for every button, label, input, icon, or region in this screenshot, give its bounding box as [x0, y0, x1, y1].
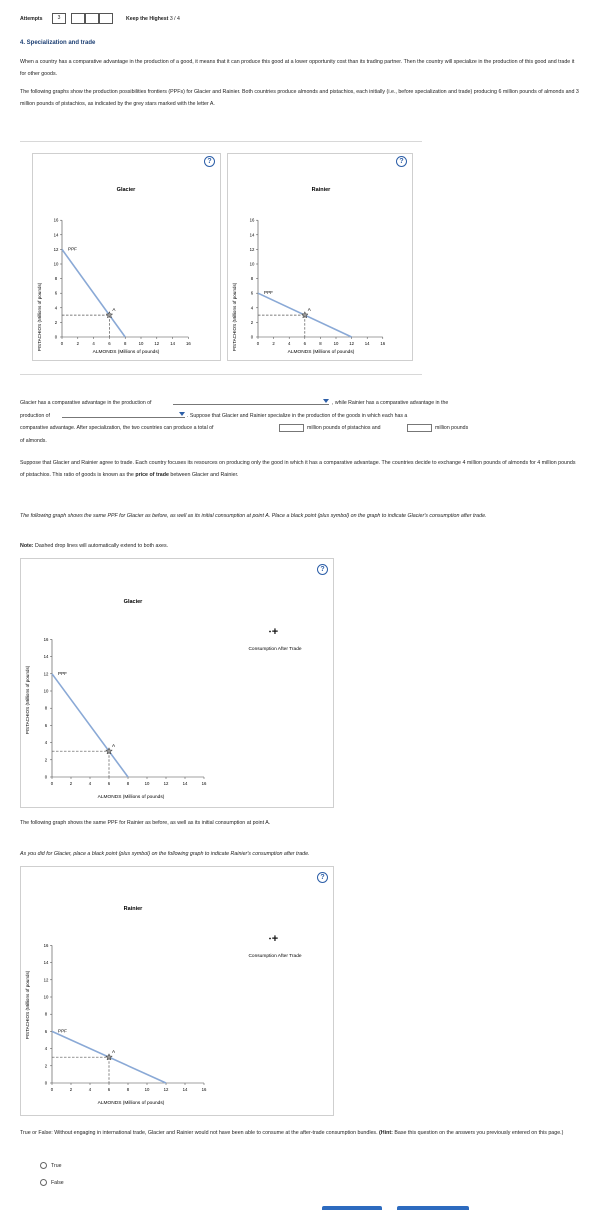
point-a-label: A [307, 307, 311, 313]
y-tick-label: 4 [44, 740, 48, 746]
y-tick-label: 6 [250, 290, 254, 296]
total-pistachios-input[interactable] [279, 424, 304, 432]
x-tick-label: 2 [69, 781, 73, 786]
total-almonds-input[interactable] [407, 424, 432, 432]
plot-area [250, 218, 386, 346]
x-tick-label: 0 [50, 1087, 54, 1092]
y-tick-label: 12 [43, 977, 49, 983]
x-tick-label: 8 [124, 341, 127, 346]
plus-point-icon[interactable]: + [271, 933, 279, 945]
x-tick-label: 4 [92, 341, 95, 346]
tf-question-text: True or False: Without engaging in international trade, Glacier and Rainier would not have been able to consume at the after-trade consumption bundles. [20, 1130, 378, 1136]
attempt-box-1: 3 [52, 13, 66, 24]
x-axis-label: ALMONDS (Millions of pounds) [92, 350, 160, 355]
keep-highest-value: 3 / 4 [169, 16, 180, 22]
x-tick-label: 4 [88, 781, 92, 786]
y-tick-label: 0 [250, 334, 254, 340]
y-tick-label: 4 [44, 1046, 48, 1052]
x-tick-label: 8 [126, 781, 130, 786]
plot-area [54, 218, 192, 346]
y-tick-label: 2 [44, 1063, 48, 1069]
x-tick-label: 12 [163, 1087, 169, 1092]
y-tick-label: 2 [250, 319, 254, 325]
y-axis-label: PISTACHIOS (Millions of pounds) [25, 665, 30, 735]
help-icon[interactable]: ? [204, 156, 215, 167]
chart-title: Rainier [123, 906, 143, 912]
glacier-instruction: The following graph shows the same PPF for Glacier as before, as well as its initial consumption at point A. Place a black point (plus symbol) on the graph to indicate Glacier's consumption after trade. [20, 513, 487, 519]
fill-text-3: production of [20, 412, 50, 419]
x-tick-label: 0 [50, 781, 54, 786]
intro-text: When a country has a comparative advantage in the production of a good, it means that it can produce this good at a lower opportunity cost than its trading partner. Then the country will specialize in the production of this good and trade it for other goods. [20, 59, 575, 77]
trade-text [20, 458, 580, 481]
chart-title: Glacier [116, 187, 136, 193]
keep-highest-text: Keep the Highest [126, 16, 169, 22]
dashed-lines-note [20, 541, 580, 553]
y-axis-label: PISTACHIOS (Millions of pounds) [25, 970, 30, 1040]
x-tick-label: 10 [144, 781, 150, 786]
x-axis-label: ALMONDS (Millions of pounds) [287, 350, 355, 355]
ppf-line [52, 674, 128, 777]
ppf-label: PPF [264, 290, 273, 296]
true-radio[interactable] [40, 1162, 47, 1169]
rainier-instruction: As you did for Glacier, place a black point (plus symbol) on the following graph to indicate Rainier's consumption after trade. [20, 851, 310, 857]
y-tick-label: 2 [44, 757, 48, 763]
question-title: 4. Specialization and trade [20, 40, 96, 46]
y-tick-label: 0 [54, 334, 58, 340]
rainier-consumption-panel[interactable] [20, 866, 334, 1116]
y-tick-label: 12 [53, 246, 59, 252]
x-tick-label: 6 [107, 1087, 111, 1092]
x-tick-label: 14 [182, 1087, 188, 1092]
x-tick-label: 4 [288, 341, 291, 346]
y-tick-label: 8 [44, 1011, 48, 1017]
ppf-label: PPF [68, 246, 77, 252]
x-tick-label: 4 [88, 1087, 92, 1092]
price-of-trade-term: price of trade [135, 471, 169, 478]
x-tick-label: 16 [201, 781, 207, 786]
false-radio[interactable] [40, 1179, 47, 1186]
trade-text-tail: between Glacier and Rainier. [170, 471, 239, 478]
x-tick-label: 16 [186, 341, 191, 346]
consumption-label: Consumption After Trade [248, 647, 302, 652]
attempt-box-2 [71, 13, 85, 24]
fill-text-8: of almonds. [20, 437, 47, 444]
x-tick-label: 16 [380, 341, 386, 346]
y-axis-label: PISTACHIOS (Millions of pounds) [37, 282, 42, 352]
trade-text-body: Suppose that Glacier and Rainier agree to trade. Each country focuses its resources on producing only the good in which it has a comparative advantage. The countries decide to exchange 4 million pounds of almonds for 4 million pounds of pistachios. This ratio of goods is known as the [20, 460, 576, 478]
x-tick-label: 10 [138, 341, 144, 346]
point-a-label: A [112, 307, 116, 313]
x-tick-label: 10 [333, 341, 339, 346]
x-tick-label: 12 [349, 341, 354, 346]
help-icon[interactable]: ? [317, 872, 328, 883]
x-tick-label: 8 [126, 1087, 130, 1092]
plus-point-icon[interactable]: + [271, 626, 279, 638]
plus-point-dot [269, 938, 271, 940]
attempt-box-3 [85, 13, 99, 24]
glacier-consumption-panel[interactable] [20, 558, 334, 808]
glacier-ppf-panel [32, 153, 221, 361]
y-axis-label: PISTACHIOS (Millions of pounds) [232, 282, 237, 352]
rainier-ppf-chart [228, 154, 414, 362]
chart-title: Rainier [311, 187, 331, 193]
y-tick-label: 14 [43, 654, 49, 660]
x-tick-label: 12 [163, 781, 169, 786]
grade-button[interactable] [322, 1206, 382, 1210]
x-tick-label: 10 [144, 1087, 150, 1092]
x-tick-label: 0 [60, 341, 64, 346]
x-tick-label: 14 [182, 781, 188, 786]
x-tick-label: 0 [256, 341, 260, 346]
x-tick-label: 6 [303, 341, 306, 346]
ppf-description: The following graphs show the production possibilities frontiers (PPFs) for Glacier and Rainier. Both countries produce almonds and pistachios, each initially (i.e., before specialization and trade) producing 6 million pounds of almonds and 3 million pounds of pistachios, as indicated by the grey stars marked with the letter A. [20, 89, 579, 107]
y-tick-label: 12 [43, 671, 49, 677]
false-label[interactable]: False [51, 1180, 64, 1186]
keep-highest-label [126, 16, 180, 22]
y-tick-label: 14 [43, 960, 49, 966]
help-icon[interactable]: ? [396, 156, 407, 167]
plot-area[interactable] [44, 943, 207, 1092]
plus-point-dot [269, 631, 271, 633]
y-tick-label: 10 [53, 261, 59, 267]
point-a-label: A [112, 743, 116, 749]
fill-text-4: . Suppose that Glacier and Rainier specialize in the production of the goods in which each has a [187, 412, 408, 419]
y-tick-label: 16 [43, 942, 49, 948]
x-tick-label: 2 [272, 341, 275, 346]
x-tick-label: 16 [201, 1087, 207, 1092]
true-false-question [20, 1128, 580, 1140]
hint-label: (Hint: [379, 1130, 393, 1136]
x-tick-label: 2 [69, 1087, 73, 1092]
fill-text-7: million pounds [435, 425, 469, 431]
y-tick-label: 16 [43, 636, 49, 642]
next-button[interactable] [397, 1206, 469, 1210]
fill-text-6: million pounds of pistachios and [307, 425, 381, 431]
y-tick-label: 12 [249, 246, 255, 252]
y-tick-label: 16 [53, 217, 59, 223]
y-tick-label: 6 [44, 1028, 48, 1034]
chevron-down-icon [179, 412, 185, 416]
y-tick-label: 6 [54, 290, 58, 296]
x-tick-label: 8 [319, 341, 322, 346]
fill-text-1: Glacier has a comparative advantage in the production of [20, 400, 152, 406]
divider-top [20, 141, 422, 142]
y-tick-label: 14 [249, 232, 255, 238]
fill-text-2: , while Rainier has a comparative advantage in the [332, 400, 449, 406]
plot-area[interactable] [44, 637, 207, 786]
consumption-tool[interactable] [248, 626, 301, 652]
y-tick-label: 4 [250, 305, 254, 311]
ppf-label: PPF [58, 1028, 67, 1034]
divider-mid [20, 374, 422, 375]
y-tick-label: 0 [44, 1080, 48, 1086]
x-axis-label: ALMONDS (Millions of pounds) [97, 795, 165, 800]
attempt-box-4 [99, 13, 113, 24]
y-tick-label: 2 [54, 319, 58, 325]
point-a-label: A [112, 1049, 116, 1055]
x-tick-label: 12 [154, 341, 160, 346]
glacier-advantage-select[interactable] [173, 398, 329, 405]
y-tick-label: 16 [249, 217, 255, 223]
x-axis-label: ALMONDS (Millions of pounds) [97, 1101, 165, 1106]
y-tick-label: 14 [53, 232, 59, 238]
ppf-label: PPF [58, 670, 67, 676]
y-tick-label: 10 [249, 261, 255, 267]
glacier-consumption-chart[interactable] [21, 559, 335, 809]
y-tick-label: 8 [54, 276, 58, 282]
glacier-ppf-chart [33, 154, 222, 362]
rainier-ppf-panel [227, 153, 413, 361]
y-tick-label: 4 [54, 305, 58, 311]
true-label[interactable]: True [51, 1163, 62, 1169]
y-tick-label: 8 [44, 705, 48, 711]
x-tick-label: 2 [76, 341, 79, 346]
x-tick-label: 14 [364, 341, 370, 346]
y-tick-label: 10 [43, 994, 49, 1000]
rainier-consumption-chart[interactable] [21, 867, 335, 1117]
x-tick-label: 6 [107, 781, 111, 786]
comparative-advantage-question [20, 397, 580, 447]
note-label: Note: [20, 543, 34, 549]
chevron-down-icon [323, 399, 329, 403]
ppf-line [62, 249, 125, 337]
x-tick-label: 14 [170, 341, 175, 346]
chart-title: Glacier [123, 599, 143, 605]
consumption-tool[interactable] [248, 933, 301, 959]
consumption-label: Consumption After Trade [248, 954, 302, 959]
y-tick-label: 6 [44, 722, 48, 728]
rainier-intro: The following graph shows the same PPF for Rainier as before, as well as its initial consumption at point A. [20, 820, 271, 826]
x-tick-label: 6 [108, 341, 111, 346]
y-tick-label: 0 [44, 774, 48, 780]
rainier-advantage-select[interactable] [62, 411, 185, 418]
note-text: Dashed drop lines will automatically extend to both axes. [35, 543, 169, 549]
hint-text: Base this question on the answers you previously entered on this page.) [394, 1130, 564, 1136]
help-icon[interactable]: ? [317, 564, 328, 575]
y-tick-label: 10 [43, 688, 49, 694]
attempts-label: Attempts [20, 16, 43, 22]
y-tick-label: 8 [250, 276, 254, 282]
fill-text-5: comparative advantage. After specialization, the two countries can produce a total of [20, 425, 214, 431]
